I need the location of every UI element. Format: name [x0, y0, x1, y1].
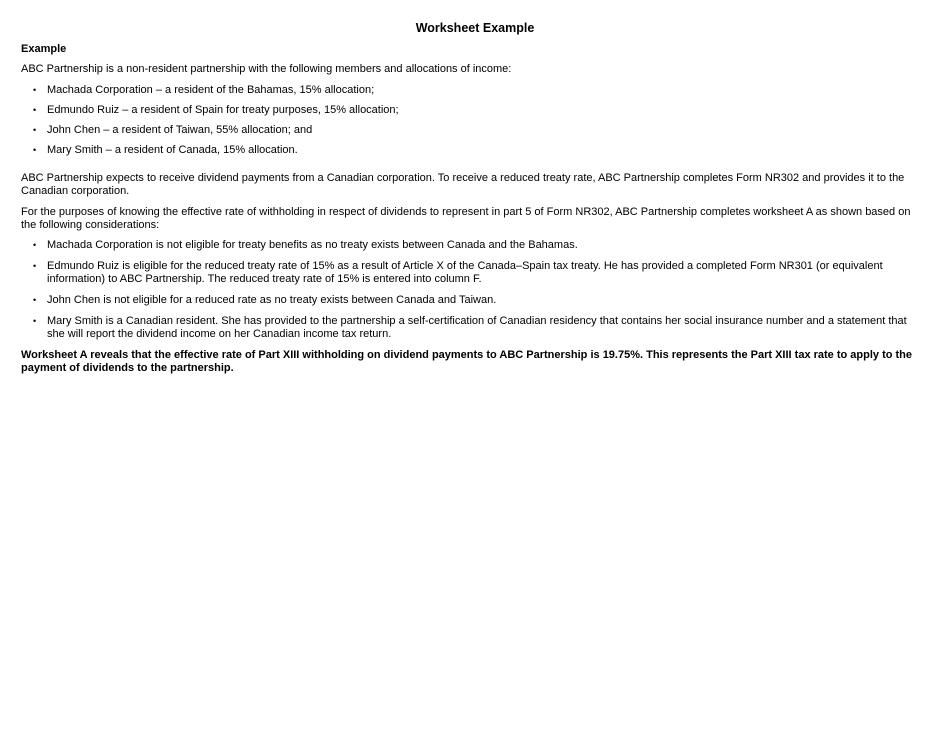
intro-paragraph: ABC Partnership is a non-resident partnership with the following members and allocations of income: — [21, 63, 512, 75]
section-heading: Example — [21, 43, 67, 55]
considerations-intro-paragraph: For the purposes of knowing the effective rate of withholding in respect of dividends to represent in part 5 of Form NR302, ABC Partnership completes worksheet A as shown based on the following considerations: — [21, 206, 911, 231]
consideration-text: Mary Smith is a Canadian resident. She has provided to the partnership a self-certification of Canadian residency that contains her social insurance number and a statement that she will report the dividend income on her Canadian income tax return. — [47, 315, 907, 340]
conclusion-paragraph: Worksheet A reveals that the effective rate of Part XIII withholding on dividend payments to ABC Partnership is 19.75%. This represents the Part XIII tax rate to apply to the payment of dividends to the partnership. — [21, 349, 913, 374]
list-item — [21, 239, 914, 252]
member-text: Mary Smith – a resident of Canada, 15% allocation. — [47, 144, 298, 156]
bullet-icon: • — [33, 85, 37, 95]
members-list — [21, 84, 914, 157]
list-item — [21, 294, 914, 307]
bullet-icon: • — [33, 316, 37, 326]
bullet-icon: • — [33, 145, 37, 155]
consideration-text: Edmundo Ruiz is eligible for the reduced treaty rate of 15% as a result of Article X of the Canada–Spain tax treaty. He has provided a completed Form NR301 (or equivalent information) to ABC Partnership. The reduced treaty rate of 15% is entered into column F. — [47, 260, 883, 285]
bullet-icon: • — [33, 295, 37, 305]
bullet-icon: • — [33, 240, 37, 250]
member-text: John Chen – a resident of Taiwan, 55% allocation; and — [47, 124, 313, 136]
member-text: Machada Corporation – a resident of the Bahamas, 15% allocation; — [47, 84, 375, 96]
considerations-list — [21, 239, 914, 341]
member-text: Edmundo Ruiz – a resident of Spain for treaty purposes, 15% allocation; — [47, 104, 399, 116]
list-item — [21, 104, 914, 117]
bullet-icon: • — [33, 261, 37, 271]
bullet-icon: • — [33, 125, 37, 135]
list-item — [21, 124, 914, 137]
list-item — [21, 260, 914, 286]
page-title: Worksheet Example — [415, 21, 535, 35]
document-body — [21, 43, 914, 375]
bullet-icon: • — [33, 105, 37, 115]
nr302-paragraph: ABC Partnership expects to receive dividend payments from a Canadian corporation. To receive a reduced treaty rate, ABC Partnership completes Form NR302 and provides it to the Canadian corporation. — [21, 172, 905, 197]
list-item — [21, 144, 914, 157]
consideration-text: Machada Corporation is not eligible for treaty benefits as no treaty exists between Canada and the Bahamas. — [47, 239, 578, 251]
consideration-text: John Chen is not eligible for a reduced rate as no treaty exists between Canada and Taiwan. — [47, 294, 497, 306]
list-item — [21, 315, 914, 341]
list-item — [21, 84, 914, 97]
